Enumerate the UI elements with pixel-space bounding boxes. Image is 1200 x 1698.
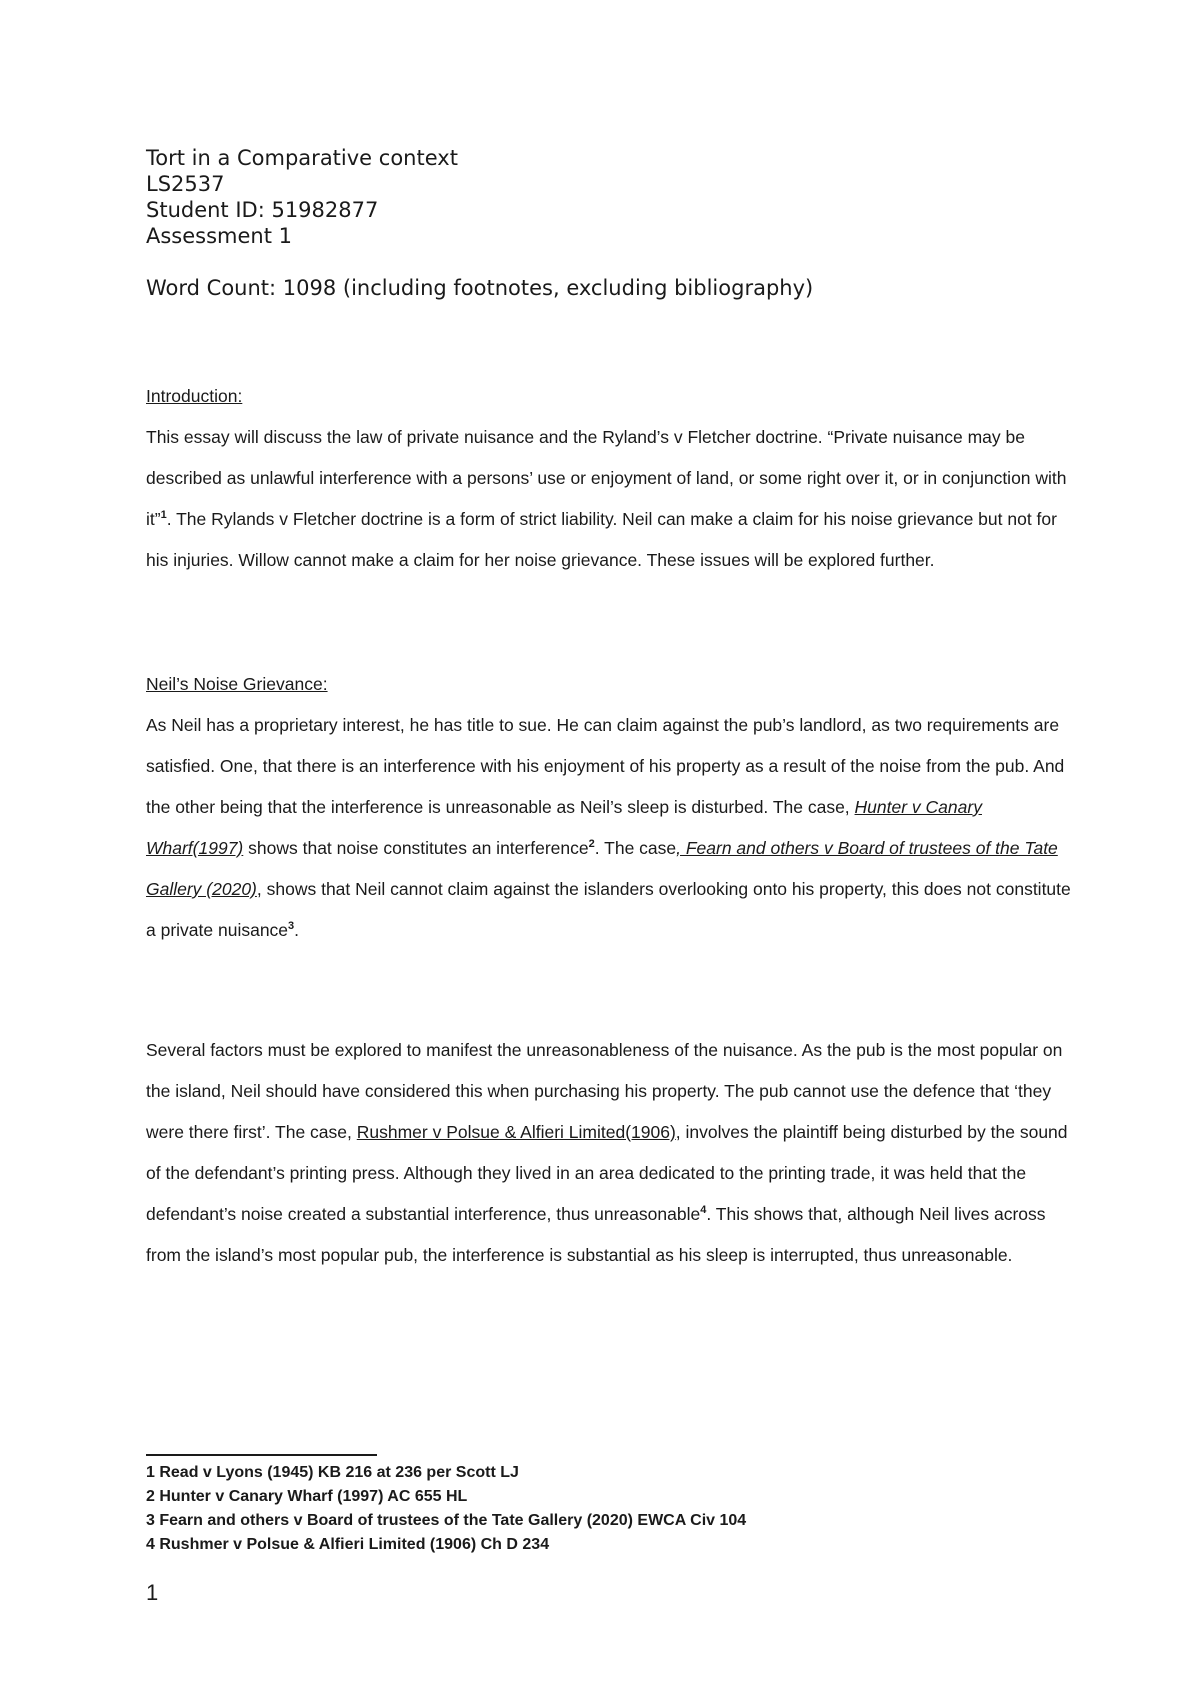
neil-noise-section (146, 664, 1081, 951)
factors-text-1: Several factors must be explored to manifest the unreasonableness of the nuisance. As the pub is the most popular on the island, Neil should have considered this when purchasing his property. The pub cannot use the defence that ‘they were there first’. The case, (146, 1040, 1063, 1142)
neil-noise-heading: Neil’s Noise Grievance: (146, 674, 328, 694)
introduction-text-2: . The Rylands v Fletcher doctrine is a form of strict liability. Neil can make a claim for his noise grievance but not for his injuries. Willow cannot make a claim for her noise grievance. These issues will be explored further. (146, 509, 1057, 570)
introduction-heading: Introduction: (146, 386, 243, 406)
footnote-1: 1 Read v Lyons (1945) KB 216 at 236 per Scott LJ (146, 1464, 519, 1481)
neil-text-4: , shows that Neil cannot claim against the islanders overlooking onto his property, this does not constitute a private nuisance (146, 879, 1071, 940)
neil-text-3: . The case (594, 838, 677, 858)
neil-text-2: shows that noise constitutes an interference (243, 838, 589, 858)
neil-text-5: . (294, 920, 300, 940)
footnote-separator (146, 1454, 377, 1456)
document-header (146, 145, 458, 249)
course-code: LS2537 (146, 172, 225, 196)
course-title: Tort in a Comparative context (146, 146, 458, 170)
footnote-ref-2[interactable]: 2 (588, 838, 595, 851)
case-rushmer-v-polsue: Rushmer v Polsue & Alfieri Limited(1906) (356, 1122, 676, 1142)
introduction-text-1: This essay will discuss the law of private nuisance and the Ryland’s v Fletcher doctrine. “Private nuisance may be described as unlawful interference with a persons’ use or enjoyment of land, or some right over it, or in conjunction with it” (146, 427, 1067, 529)
footnote-ref-3[interactable]: 3 (288, 920, 295, 933)
assessment-label: Assessment 1 (146, 224, 293, 248)
page-number: 1 (146, 1580, 159, 1605)
footnote-4: 4 Rushmer v Polsue & Alfieri Limited (1906) Ch D 234 (146, 1536, 550, 1553)
footnote-3: 3 Fearn and others v Board of trustees of the Tate Gallery (2020) EWCA Civ 104 (146, 1512, 747, 1529)
footnotes (146, 1461, 746, 1557)
introduction-section (146, 376, 1081, 581)
footnote-ref-4[interactable]: 4 (700, 1204, 707, 1217)
factors-text-3: . This shows that, although Neil lives across from the island’s most popular pub, the interference is substantial as his sleep is interrupted, thus unreasonable. (146, 1204, 1046, 1265)
factors-section (146, 1030, 1081, 1276)
neil-text-1: As Neil has a proprietary interest, he has title to sue. He can claim against the pub’s landlord, as two requirements are satisfied. One, that there is an interference with his enjoyment of his property as a result of the noise from the pub. And the other being that the interference is unreasonable as Neil’s sleep is disturbed. The case, (146, 715, 1065, 817)
footnote-2: 2 Hunter v Canary Wharf (1997) AC 655 HL (146, 1488, 468, 1505)
student-id: Student ID: 51982877 (146, 198, 379, 222)
footnote-ref-1[interactable]: 1 (160, 509, 167, 522)
case-hunter-v-canary-wharf: Hunter v Canary Wharf(1997) (146, 797, 982, 858)
word-count: Word Count: 1098 (including footnotes, excluding bibliography) (146, 276, 814, 300)
factors-text-2: , involves the plaintiff being disturbed by the sound of the defendant’s printing press. Although they lived in an area dedicated to the printing trade, it was held that the defendant’s noise created a substantial interference, thus unreasonable (146, 1122, 1068, 1224)
case-fearn-v-tate: , Fearn and others v Board of trustees of the Tate Gallery (2020) (146, 838, 1058, 899)
